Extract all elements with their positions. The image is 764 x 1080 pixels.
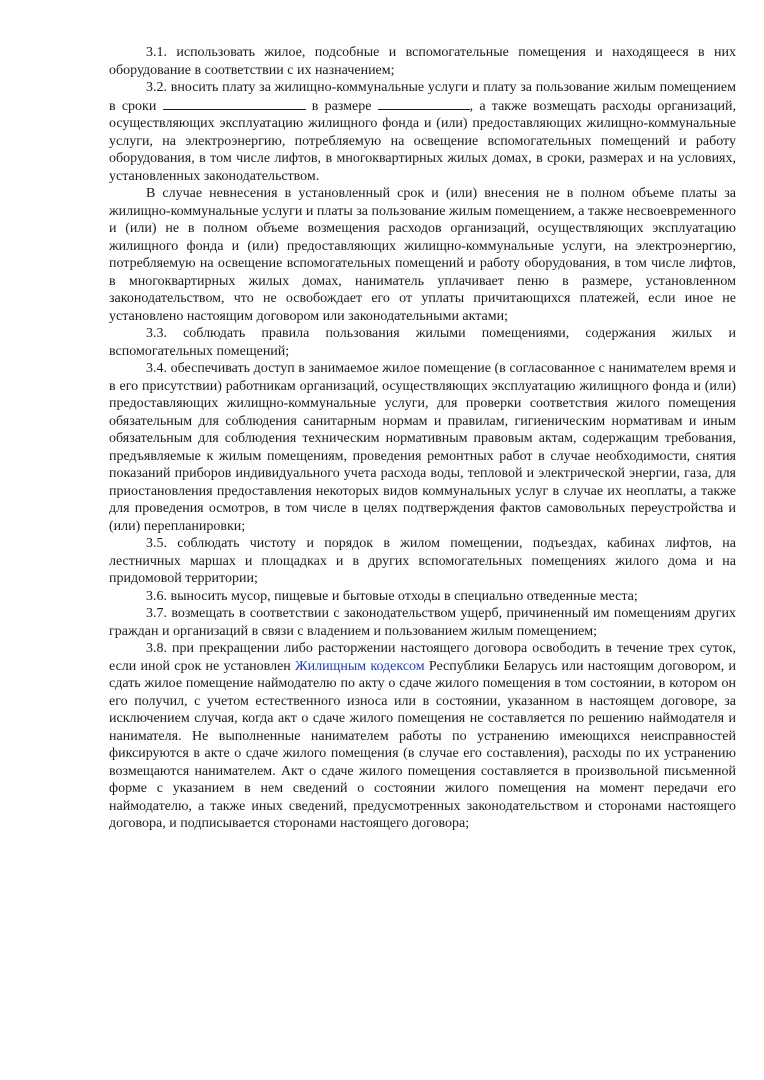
payment-term-blank[interactable]: [163, 97, 306, 110]
paragraph-3-1: 3.1. использовать жилое, подсобные и вспомогательные помещения и находящееся в них оборудование в соответствии с их назначением;: [109, 45, 736, 78]
paragraph-3-8-text-end: Республики Беларусь или настоящим договором, и сдать жилое помещение наймодателю по акту о сдаче жилого помещения в том состоянии, в котором он его получил, с учетом естественного износа или в состоянии, указанном в настоящем договоре, за исключением случая, когда акт о сдаче жилого помещения не составляется по решению наймодателя и нанимателя. Не выполненные нанимателем работы по устранению имеющихся неисправностей фиксируются в акте о сдаче жилого помещения (в случае его составления), расходы по их устранению возмещаются нанимателем. Акт о сдаче жилого помещения составляется в произвольной письменной форме с указанием в нем сведений о состоянии жилого помещения на момент передачи его наймодателю, а также иных сведений, предусмотренных законодательством и сторонами настоящего договора, и подписывается сторонами настоящего договора;: [109, 658, 736, 831]
paragraph-3-2-text-start: 3.2. вносить плату за жилищно-коммунальные услуги и плату за пользование жилым помещением в сроки: [109, 80, 736, 114]
payment-amount-blank[interactable]: [378, 97, 470, 110]
paragraph-3-6: 3.6. выносить мусор, пищевые и бытовые отходы в специально отведенные места;: [146, 588, 638, 604]
paragraph-3-2-text-middle: в размере: [305, 98, 378, 114]
paragraph-3-5: 3.5. соблюдать чистоту и порядок в жилом помещении, подъездах, кабинах лифтов, на лестничных маршах и площадках и в других вспомогательных помещениях жилого дома и на придомовой территории;: [109, 536, 736, 586]
paragraph-3-8-text-start: 3.8. при прекращении либо расторжении настоящего договора освободить в течение трех суток, если иной срок не установлен: [109, 641, 736, 674]
paragraph-3-7: 3.7. возмещать в соответствии с законодательством ущерб, причиненный им помещениям других граждан и организаций в связи с владением и пользованием жилым помещением;: [109, 606, 736, 639]
paragraph-3-8: [109, 640, 736, 833]
document-body: [109, 44, 736, 833]
housing-code-link[interactable]: Жилищным кодексом: [295, 658, 425, 674]
paragraph-3-4: 3.4. обеспечивать доступ в занимаемое жилое помещение (в согласованное с нанимателем время и в его присутствии) работникам организаций, осуществляющих эксплуатацию жилищного фонда и (или) предоставляющих жилищно-коммунальные услуги, для проверки соответствия жилого помещения обязательным для соблюдения санитарным нормам и правилам, гигиеническим нормативам и иным обязательным для соблюдения техническим нормативным правовым актам, содержащим требования, предъявляемые к жилым помещениям, проведения ремонтных работ в случае необходимости, снятия показаний приборов индивидуального учета расхода воды, тепловой и электрической энергии, газа, для приостановления предоставления некоторых видов коммунальных услуг в случае их неоплаты, а также для проведения осмотров, в том числе в целях подтверждения фактов самовольных переустройства и (или) перепланировки;: [109, 361, 736, 534]
paragraph-3-2-text-end: , а также возмещать расходы организаций, осуществляющих эксплуатацию жилищного фонда и (или) предоставляющих жилищно-коммунальные услуги, на электроэнергию, потребляемую на освещение вспомогательных помещений и работу оборудования, в том числе лифтов, в многоквартирных жилых домах, в сроки, размерах и на условиях, установленных законодательством.: [109, 98, 736, 184]
paragraph-penalty: В случае невнесения в установленный срок и (или) внесения не в полном объеме платы за жилищно-коммунальные услуги и платы за пользование жилым помещением, а также несвоевременного и (или) не в полном объеме возмещения расходов организаций, осуществляющих эксплуатацию жилищного фонда и (или) предоставляющих жилищно-коммунальные услуги, на электроэнергию, потребляемую на освещение вспомогательных помещений и работу оборудования, в том числе лифтов, в многоквартирных жилых домах, наниматель уплачивает пеню в размере, установленном законодательством, что не освобождает его от уплаты причитающихся платежей, если иное не установлено настоящим договором или законодательными актами;: [109, 186, 736, 324]
paragraph-3-3: 3.3. соблюдать правила пользования жилыми помещениями, содержания жилых и вспомогательных помещений;: [109, 326, 736, 359]
paragraph-3-2: [109, 79, 736, 185]
